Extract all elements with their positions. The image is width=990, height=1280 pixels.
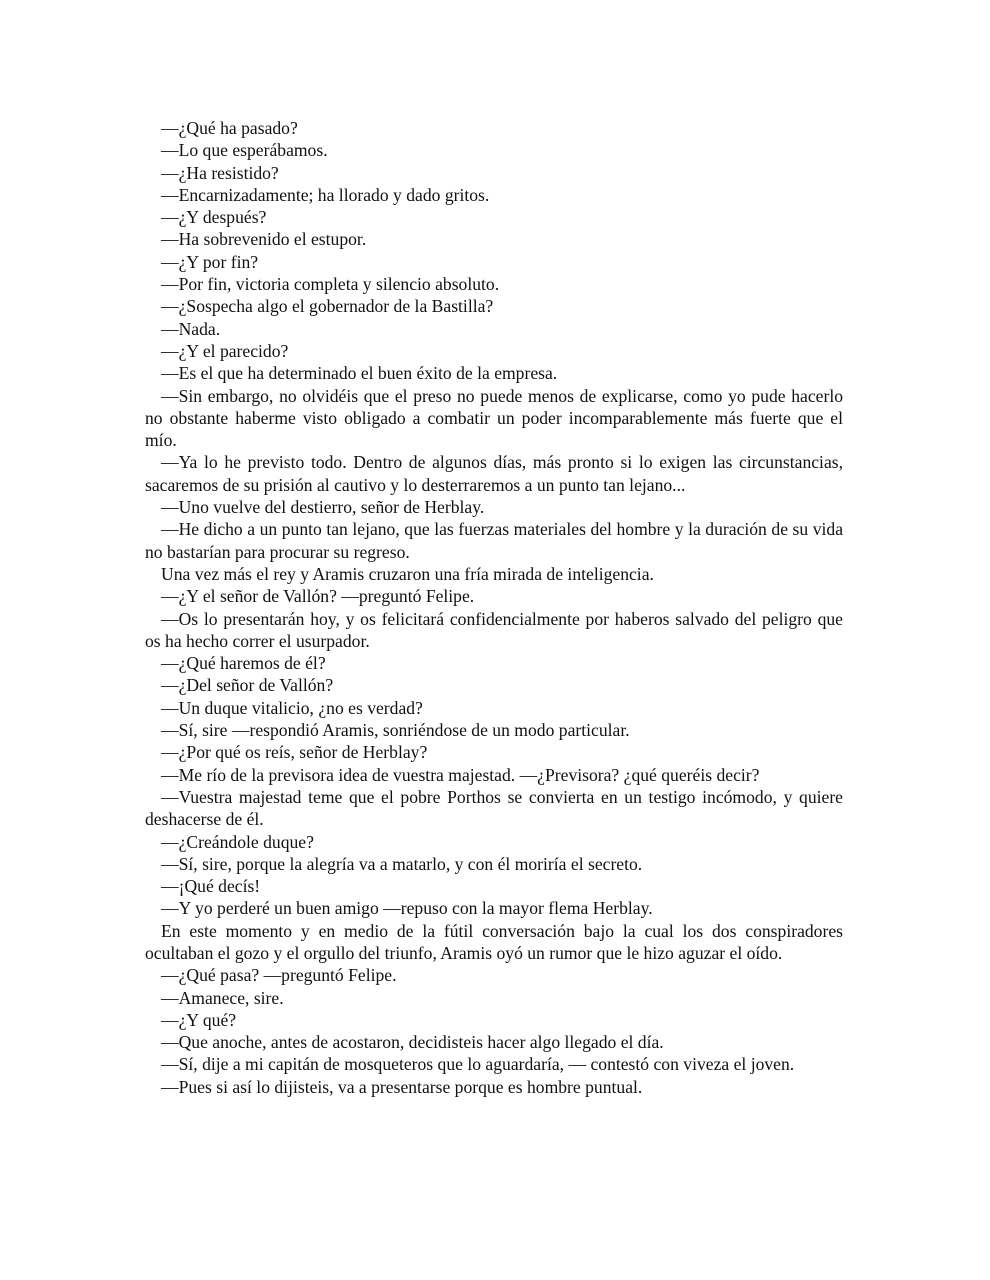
paragraph: —¿Y el parecido? [161,340,289,361]
page-body [145,117,843,1098]
paragraph: —Uno vuelve del destierro, señor de Herblay. [161,497,485,518]
paragraph: —¿Por qué os reís, señor de Herblay? [161,742,428,763]
paragraph: —Encarnizadamente; ha llorado y dado gritos. [161,184,490,205]
paragraph: —Que anoche, antes de acostaron, decidisteis hacer algo llegado el día. [161,1032,664,1053]
paragraph: En este momento y en medio de la fútil conversación bajo la cual los dos conspiradores ocultaban el gozo y el orgullo del triunfo, Aramis oyó un rumor que le hizo aguzar el oído. [145,920,843,963]
paragraph: —Sí, dije a mi capitán de mosqueteros que lo aguardaría, — contestó con viveza el joven. [161,1054,795,1075]
paragraph: —Ya lo he previsto todo. Dentro de algunos días, más pronto si lo exigen las circunstancias, sacaremos de su prisión al cautivo y lo desterraremos a un punto tan lejano... [145,452,843,495]
paragraph: —Vuestra majestad teme que el pobre Porthos se convierta en un testigo incómodo, y quiere deshacerse de él. [145,786,843,830]
paragraph: —Sí, sire, porque la alegría va a matarlo, y con él moriría el secreto. [161,853,643,874]
paragraph: —¿Y por fin? [161,251,259,272]
paragraph: —Es el que ha determinado el buen éxito de la empresa. [161,363,558,384]
paragraph: —Y yo perderé un buen amigo —repuso con la mayor flema Herblay. [161,898,653,919]
paragraph: —Amanece, sire. [161,987,284,1008]
paragraph: —¿Qué haremos de él? [161,653,326,674]
paragraph: —¿Qué ha pasado? [161,118,298,138]
paragraph: —Os lo presentarán hoy, y os felicitará confidencialmente por haberos salvado del peligro que os ha hecho correr el usurpador. [145,608,843,651]
paragraph: —Pues si así lo dijisteis, va a presentarse porque es hombre puntual. [161,1076,643,1097]
paragraph: —Lo que esperábamos. [161,140,328,161]
paragraph: —¿Qué pasa? —preguntó Felipe. [161,965,397,986]
paragraph: —Sí, sire —respondió Aramis, sonriéndose de un modo particular. [161,720,630,741]
paragraph: —He dicho a un punto tan lejano, que las fuerzas materiales del hombre y la duración de su vida no bastarían para procurar su regreso. [145,519,843,562]
paragraph: —¿Creándole duque? [161,831,314,852]
paragraph: Una vez más el rey y Aramis cruzaron una fría mirada de inteligencia. [161,563,654,584]
paragraph: —Nada. [161,318,221,339]
paragraph: —¿Sospecha algo el gobernador de la Bastilla? [161,296,494,317]
paragraph: —¡Qué decís! [161,876,261,897]
paragraph: —Por fin, victoria completa y silencio absoluto. [161,274,500,295]
paragraph: —Sin embargo, no olvidéis que el preso no puede menos de explicarse, como yo pude hacerlo no obstante haberme visto obligado a combatir un poder incomparablemente más fuerte que el mío. [145,385,843,451]
paragraph: —¿Y después? [161,207,267,228]
paragraph: —Me río de la previsora idea de vuestra majestad. —¿Previsora? ¿qué queréis decir? [161,764,760,785]
paragraph: —¿Y el señor de Vallón? —preguntó Felipe. [161,586,475,607]
paragraph: —¿Y qué? [161,1009,237,1030]
paragraph: —Ha sobrevenido el estupor. [161,229,367,250]
paragraph: —Un duque vitalicio, ¿no es verdad? [161,697,423,718]
paragraph: —¿Del señor de Vallón? [161,675,334,696]
paragraph: —¿Ha resistido? [161,162,279,183]
